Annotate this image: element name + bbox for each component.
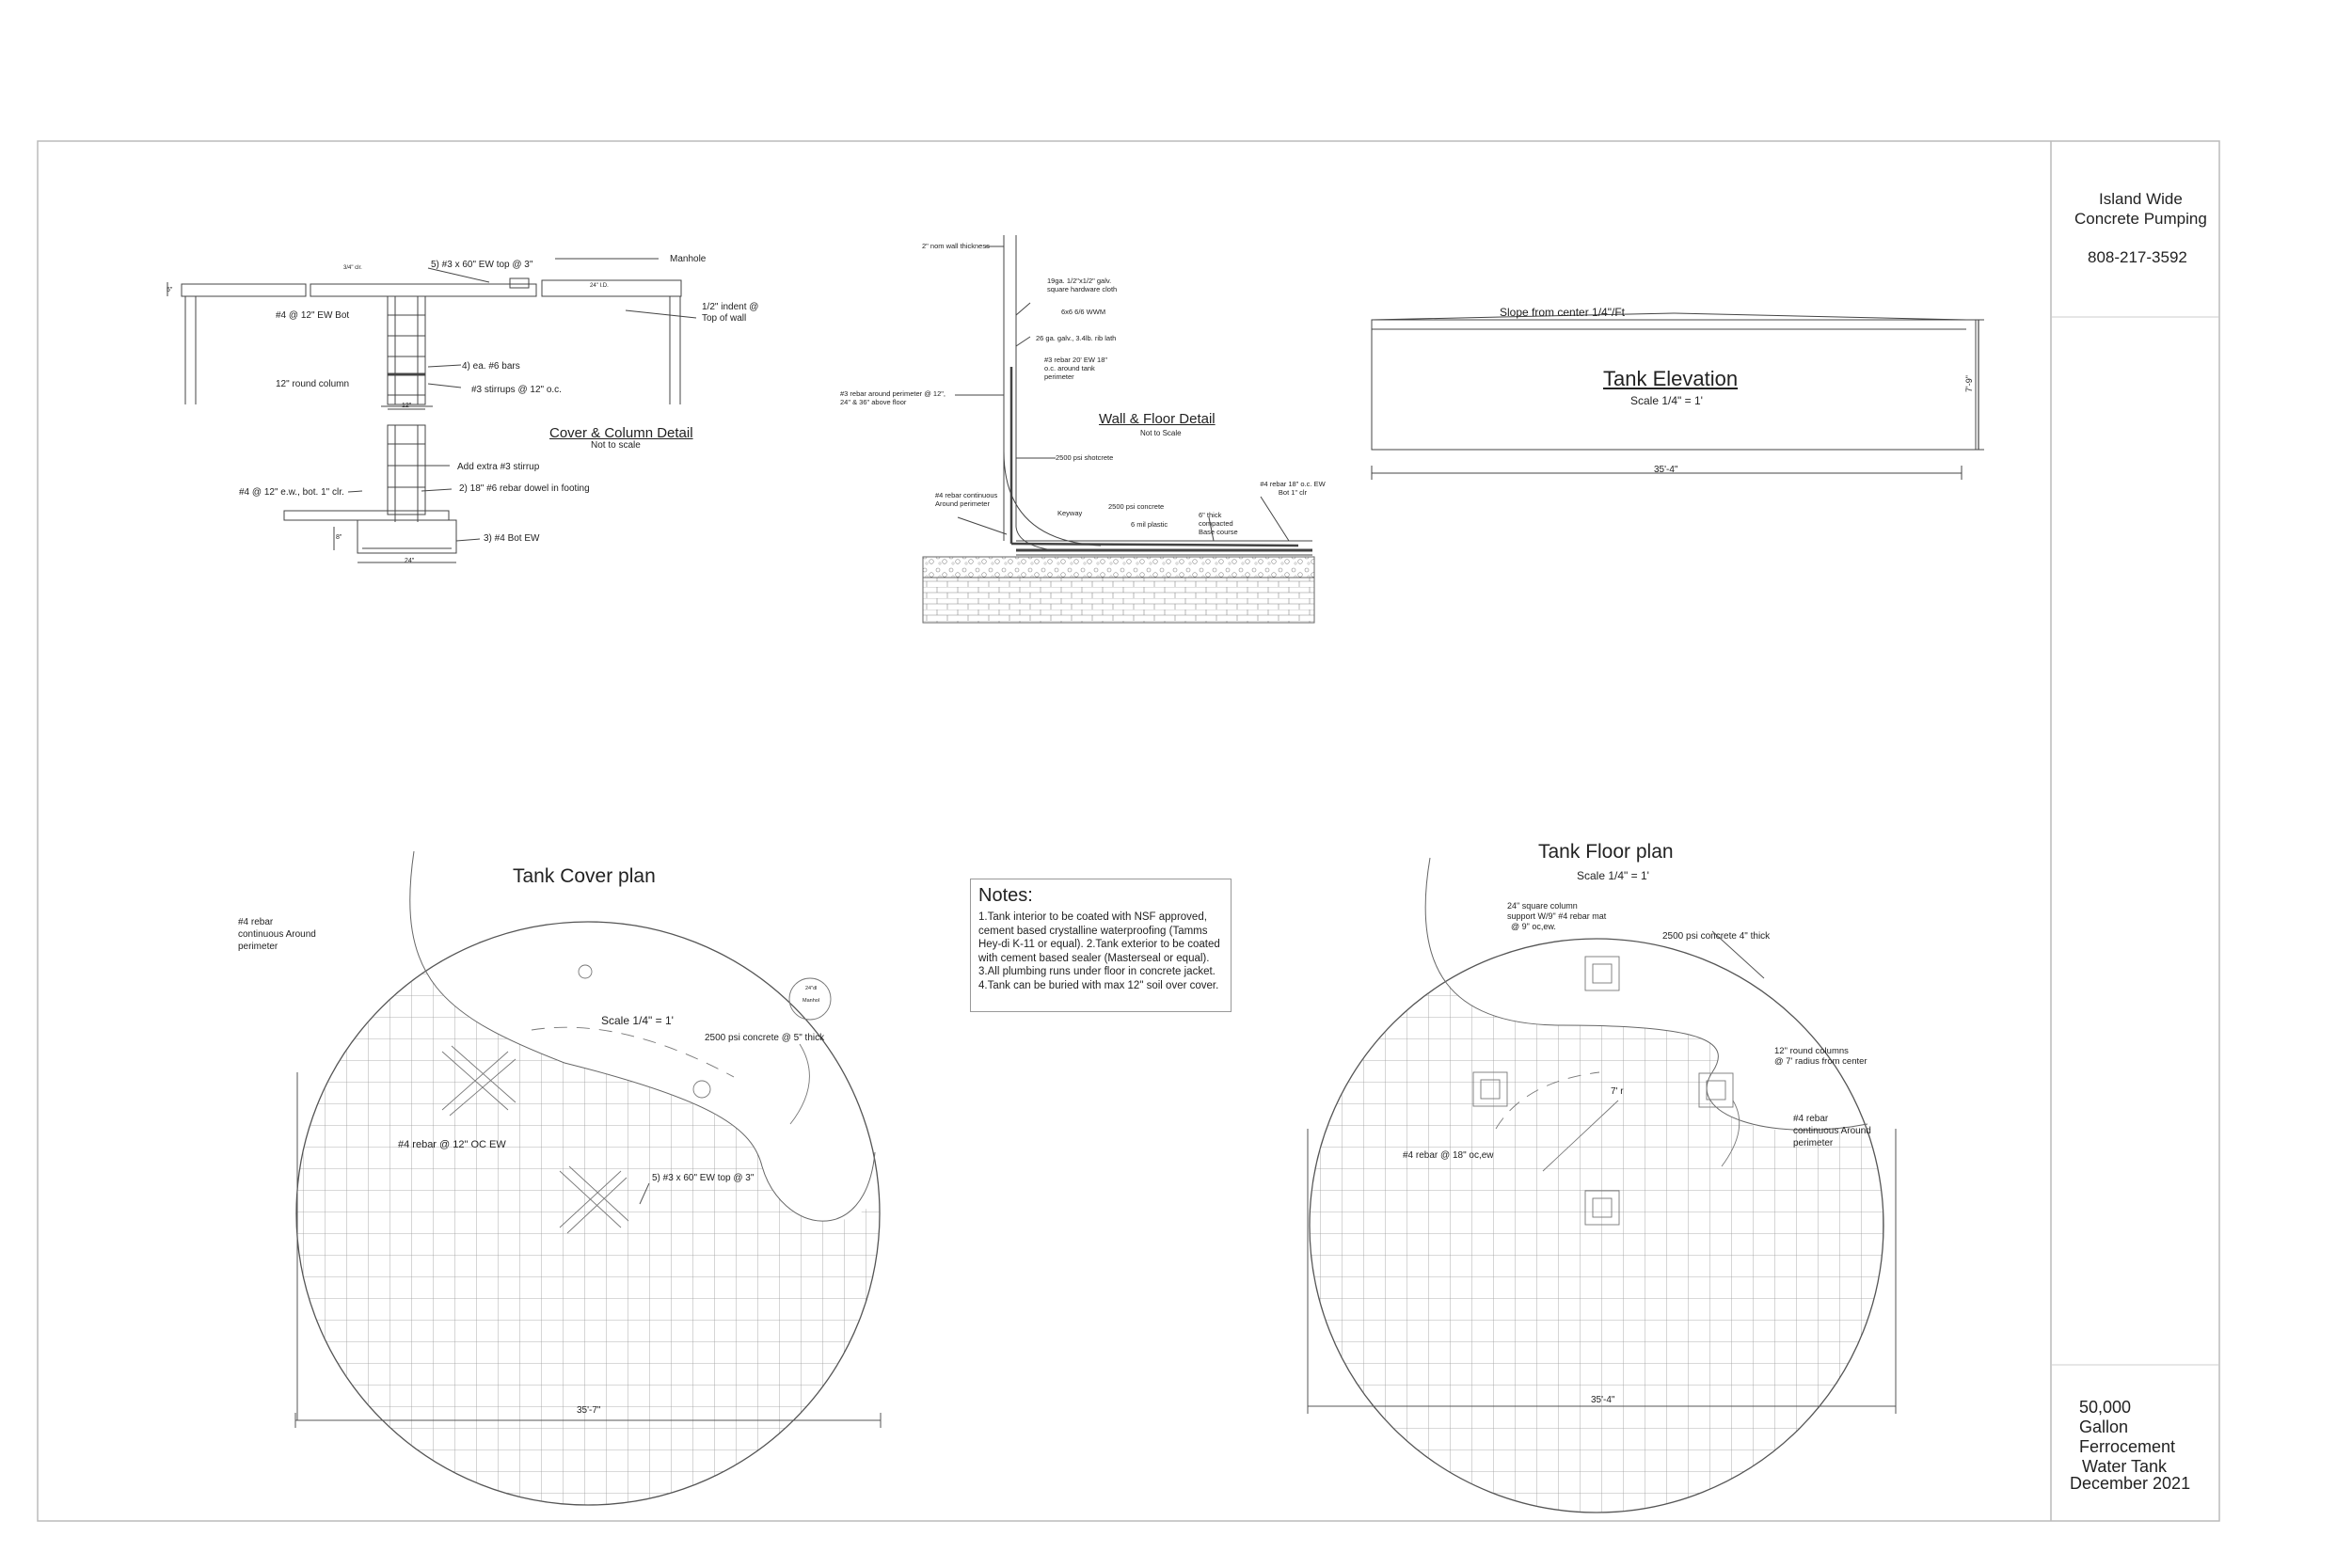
floor-plan-support-1: 24" square column xyxy=(1507,901,1578,911)
project-line2: Gallon xyxy=(2079,1418,2129,1436)
cover-plan-perim-3: perimeter xyxy=(238,942,278,952)
wall-detail-title: Wall & Floor Detail xyxy=(1099,411,1216,427)
elevation-slope: Slope from center 1/4"/Ft xyxy=(1500,306,1625,319)
dim-5: 5" xyxy=(167,287,173,293)
notes-box xyxy=(970,879,1232,1012)
company-name-line1: Island Wide xyxy=(2099,190,2183,208)
company-phone: 808-217-3592 xyxy=(2088,248,2187,266)
label-wwm: 6x6 6/6 WWM xyxy=(1061,308,1106,316)
cover-plan-rebar-ew: #4 rebar @ 12" OC EW xyxy=(398,1139,506,1150)
label-rebar-perim: #3 rebar around perimeter @ 12", 24" & 36" above floor xyxy=(840,389,946,406)
cover-plan-top-rebar: 5) #3 x 60" EW top @ 3" xyxy=(652,1173,755,1183)
cover-plan-perim-2: continuous Around xyxy=(238,929,316,940)
dim-24: 24" xyxy=(405,558,415,564)
cover-detail-subtitle: Not to scale xyxy=(591,440,641,451)
tank-cover-plan-drawing xyxy=(282,847,903,1543)
label-bot-ew: 3) #4 Bot EW xyxy=(484,533,540,544)
label-manhole: Manhole xyxy=(670,254,707,264)
label-lath: 26 ga. galv., 3.4lb. rib lath xyxy=(1036,334,1117,342)
label-wall-thickness: 2" nom wall thickness xyxy=(922,242,990,250)
notes-body: 1.Tank interior to be coated with NSF approved, cement based crystalline waterproofing (Tamms Hey-di K-11 or equal). 2.Tank exterior to be coated with cement based sealer (Masterseal or equal). 3.All plumbing runs under floor in concrete jacket. 4.Tank can be buried with max 12" soil over cover. xyxy=(978,911,1220,991)
floor-plan-perim-2: continuous Around xyxy=(1793,1126,1871,1136)
cover-plan-manhole-2: Manhol xyxy=(803,998,820,1004)
label-keyway: Keyway xyxy=(1057,509,1083,517)
label-rebar18: #4 rebar 18" o.c. EW Bot 1" clr xyxy=(1260,480,1326,497)
label-concrete: 2500 psi concrete xyxy=(1108,502,1165,511)
cover-plan-concrete: 2500 psi concrete @ 5" thick xyxy=(705,1033,825,1043)
dim-8: 8" xyxy=(336,534,342,541)
elevation-width-dim: 35'-4" xyxy=(1654,465,1678,475)
elevation-title: Tank Elevation xyxy=(1603,367,1739,390)
label-footing-rebar: #4 @ 12" e.w., bot. 1" clr. xyxy=(239,487,344,498)
tank-floor-plan-drawing xyxy=(1298,847,1900,1524)
floor-plan-width-dim: 35'-4" xyxy=(1591,1395,1615,1405)
dim-12: 12" xyxy=(402,403,412,409)
label-plastic: 6 mil plastic xyxy=(1131,520,1168,529)
label-dowel: 2) 18" #6 rebar dowel in footing xyxy=(459,483,590,494)
label-indent2: Top of wall xyxy=(702,313,747,324)
label-top-rebar: 5) #3 x 60" EW top @ 3" xyxy=(431,260,533,270)
notes-title: Notes: xyxy=(978,885,1033,906)
cover-plan-perim-1: #4 rebar xyxy=(238,917,274,927)
label-cloth: 19ga. 1/2"x1/2" galv. square hardware cloth xyxy=(1047,277,1118,293)
floor-plan-columns-1: 12" round columns xyxy=(1774,1046,1849,1056)
floor-plan-support-3: @ 9" oc,ew. xyxy=(1511,922,1556,931)
label-stirrups: #3 stirrups @ 12" o.c. xyxy=(471,385,562,395)
cover-plan-width-dim: 35'-7" xyxy=(577,1405,601,1416)
project-line1: 50,000 xyxy=(2079,1398,2132,1417)
floor-plan-columns-2: @ 7' radius from center xyxy=(1774,1056,1867,1067)
label-rebar20: #3 rebar 20' EW 18" o.c. around tank perimeter xyxy=(1044,356,1108,381)
label-extra-stirrup: Add extra #3 stirrup xyxy=(457,462,540,472)
project-line3: Ferrocement xyxy=(2079,1437,2176,1456)
floor-plan-scale: Scale 1/4" = 1' xyxy=(1577,869,1649,882)
cover-plan-title: Tank Cover plan xyxy=(513,865,656,887)
cover-detail-title: Cover & Column Detail xyxy=(549,425,693,441)
label-rebar-cont: #4 rebar continuous Around perimeter xyxy=(935,491,998,508)
wall-detail-subtitle: Not to Scale xyxy=(1140,429,1182,437)
elevation-height-dim: 7'-9" xyxy=(1963,375,1974,392)
project-line4: Water Tank xyxy=(2082,1457,2168,1476)
label-bars: 4) ea. #6 bars xyxy=(462,361,520,372)
dim-24b: 24" I.D. xyxy=(590,283,609,289)
label-bot-rebar: #4 @ 12" EW Bot xyxy=(276,310,350,321)
label-column: 12" round column xyxy=(276,379,350,389)
elevation-scale: Scale 1/4" = 1' xyxy=(1630,394,1703,407)
floor-plan-radius: 7' r xyxy=(1611,1086,1624,1097)
floor-plan-perim-3: perimeter xyxy=(1793,1138,1834,1148)
floor-plan-rebar: #4 rebar @ 18" oc,ew xyxy=(1403,1150,1494,1161)
cover-plan-manhole-1: 24"dl xyxy=(805,986,818,991)
floor-plan-support-2: support W/9" #4 rebar mat xyxy=(1507,911,1607,921)
label-base: 6" thick compacted Base course xyxy=(1199,511,1238,536)
floor-plan-perim-1: #4 rebar xyxy=(1793,1114,1829,1124)
label-indent: 1/2" indent @ xyxy=(702,302,759,312)
cover-column-detail-drawing xyxy=(167,259,696,562)
company-name-line2: Concrete Pumping xyxy=(2074,210,2207,228)
dim-34: 3/4" clr. xyxy=(343,265,362,271)
floor-plan-title: Tank Floor plan xyxy=(1538,841,1674,863)
floor-plan-concrete: 2500 psi concrete 4" thick xyxy=(1662,931,1771,942)
cover-plan-scale: Scale 1/4" = 1' xyxy=(601,1014,674,1027)
label-shotcrete: 2500 psi shotcrete xyxy=(1056,453,1114,462)
project-date: December 2021 xyxy=(2070,1474,2191,1493)
